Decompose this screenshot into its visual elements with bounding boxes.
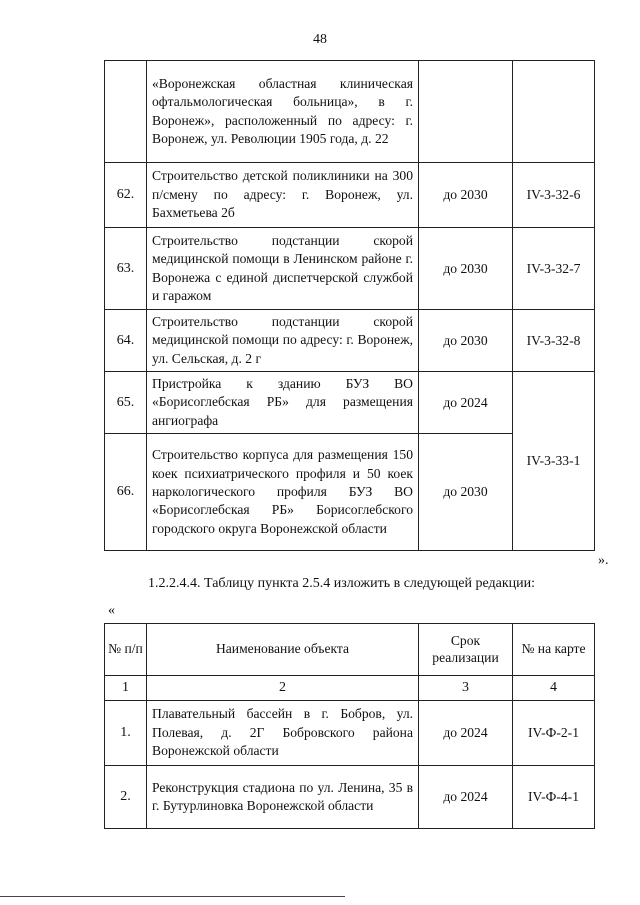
header-map: № на карте xyxy=(513,624,595,676)
implementation-term xyxy=(419,61,513,163)
index-cell: 3 xyxy=(419,676,513,701)
map-number: IV-3-32-6 xyxy=(513,163,595,228)
table-row xyxy=(105,228,595,310)
index-cell: 1 xyxy=(105,676,147,701)
facilities-table-continued xyxy=(104,60,595,551)
header-term: Срок реализации xyxy=(419,624,513,676)
page-number: 48 xyxy=(313,32,327,47)
object-name: Реконструкция стадиона по ул. Ленина, 35 в г. Бутурлиновка Воронежской области xyxy=(147,766,419,829)
index-cell: 4 xyxy=(513,676,595,701)
table-header-row xyxy=(105,624,595,676)
footer-divider xyxy=(0,896,345,897)
table-row xyxy=(105,766,595,829)
row-number: 65. xyxy=(105,372,147,434)
row-number: 64. xyxy=(105,310,147,372)
map-number: IV-3-33-1 xyxy=(513,372,595,551)
map-number: IV-Ф-4-1 xyxy=(513,766,595,829)
implementation-term: до 2024 xyxy=(419,766,513,829)
opening-quote: « xyxy=(108,603,115,618)
column-index-row xyxy=(105,676,595,701)
row-number: 2. xyxy=(105,766,147,829)
object-name: Пристройка к зданию БУЗ ВО «Борисоглебская РБ» для размещения ангиографа xyxy=(147,372,419,434)
map-number xyxy=(513,61,595,163)
sports-facilities-table xyxy=(104,623,595,829)
implementation-term: до 2030 xyxy=(419,163,513,228)
map-number: IV-Ф-2-1 xyxy=(513,701,595,766)
row-number: 1. xyxy=(105,701,147,766)
header-name: Наименование объекта xyxy=(147,624,419,676)
object-name: Строительство подстанции скорой медицинской помощи в Ленинском районе г. Воронежа с единой диспетчерской службой и гаражом xyxy=(147,228,419,310)
implementation-term: до 2030 xyxy=(419,310,513,372)
object-name: «Воронежская областная клиническая офтальмологическая больница», в г. Воронеж», расположенный по адресу: г. Воронеж, ул. Революции 1905 года, д. 22 xyxy=(147,61,419,163)
implementation-term: до 2024 xyxy=(419,372,513,434)
amendment-paragraph: 1.2.2.4.4. Таблицу пункта 2.5.4 изложить в следующей редакции: xyxy=(148,576,536,591)
closing-quote: ». xyxy=(598,553,609,568)
table-row xyxy=(105,61,595,163)
implementation-term: до 2030 xyxy=(419,228,513,310)
implementation-term: до 2030 xyxy=(419,434,513,551)
map-number: IV-3-32-7 xyxy=(513,228,595,310)
row-number xyxy=(105,61,147,163)
table-row xyxy=(105,310,595,372)
header-num: № п/п xyxy=(105,624,147,676)
map-number: IV-3-32-8 xyxy=(513,310,595,372)
index-cell: 2 xyxy=(147,676,419,701)
implementation-term: до 2024 xyxy=(419,701,513,766)
object-name: Строительство детской поликлиники на 300 п/смену по адресу: г. Воронеж, ул. Бахметьева 2б xyxy=(147,163,419,228)
row-number: 62. xyxy=(105,163,147,228)
table-row xyxy=(105,163,595,228)
table-row xyxy=(105,372,595,434)
object-name: Строительство корпуса для размещения 150 коек психиатрического профиля и 50 коек наркологического профиля БУЗ ВО «Борисоглебская РБ» Борисоглебского городского округа Воронежской области xyxy=(147,434,419,551)
table-row xyxy=(105,701,595,766)
object-name: Плавательный бассейн в г. Бобров, ул. Полевая, д. 2Г Бобровского района Воронежской области xyxy=(147,701,419,766)
row-number: 66. xyxy=(105,434,147,551)
row-number: 63. xyxy=(105,228,147,310)
object-name: Строительство подстанции скорой медицинской помощи по адресу: г. Воронеж, ул. Сельская, д. 2 г xyxy=(147,310,419,372)
